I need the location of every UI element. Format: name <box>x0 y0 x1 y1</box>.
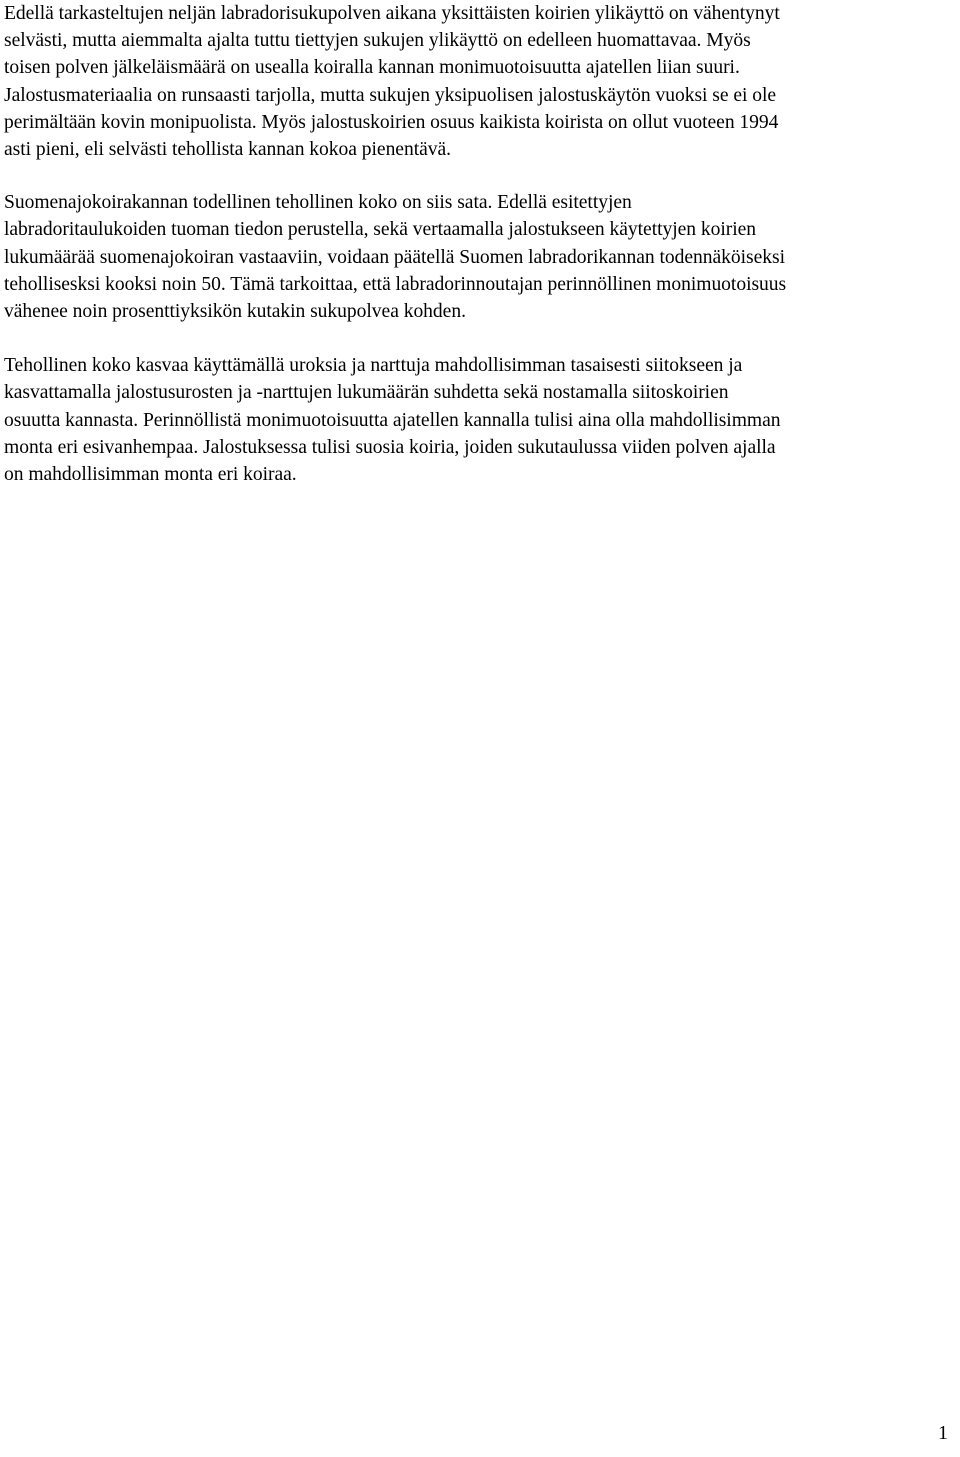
page-number: 1 <box>938 1422 948 1444</box>
text-line: on mahdollisimman monta eri koiraa. <box>4 464 297 486</box>
text-line: Jalostusmateriaalia on runsaasti tarjolla, mutta sukujen yksipuolisen jalostuskäytön vuoksi se ei ole <box>4 84 777 106</box>
text-line: Suomenajokoirakannan todellinen tehollinen koko on siis sata. Edellä esitettyjen <box>4 192 632 214</box>
text-line: toisen polven jälkeläismäärä on usealla koiralla kannan monimuotoisuutta ajatellen liian suuri. <box>4 57 740 79</box>
text-line: selvästi, mutta aiemmalta ajalta tuttu tiettyjen sukujen ylikäyttö on edelleen huomattavaa. Myös <box>4 30 751 52</box>
text-line: kasvattamalla jalostusurosten ja -narttujen lukumäärän suhdetta sekä nostamalla siitoskoirien <box>4 382 729 404</box>
text-line: perimältään kovin monipuolista. Myös jalostuskoirien osuus kaikista koirista on ollut vuoteen 1994 <box>4 111 779 133</box>
text-line: labradoritaulukoiden tuoman tiedon perustella, sekä vertaamalla jalostukseen käytettyjen koirien <box>4 219 757 241</box>
paragraph-1 <box>4 0 956 163</box>
text-line: lukumäärää suomenajokoiran vastaaviin, voidaan päätellä Suomen labradorikannan todennäköiseksi <box>4 246 785 268</box>
text-line: monta eri esivanhempaa. Jalostuksessa tulisi suosia koiria, joiden sukutaulussa viiden polven ajalla <box>4 436 776 458</box>
text-line: tehollisesksi kooksi noin 50. Tämä tarkoittaa, että labradorinnoutajan perinnöllinen monimuotoisuus <box>4 273 787 295</box>
text-line: Edellä tarkasteltujen neljän labradorisukupolven aikana yksittäisten koirien ylikäyttö on vähentynyt <box>4 3 780 24</box>
document-page <box>4 0 956 488</box>
paragraph-3 <box>4 352 956 488</box>
text-line: vähenee noin prosenttiyksikön kutakin sukupolvea kohden. <box>4 301 466 323</box>
text-line: Tehollinen koko kasvaa käyttämällä uroksia ja narttuja mahdollisimman tasaisesti siitokseen ja <box>4 355 743 377</box>
text-line: osuutta kannasta. Perinnöllistä monimuotoisuutta ajatellen kannalla tulisi aina olla mahdollisimman <box>4 409 781 431</box>
text-line: asti pieni, eli selvästi tehollista kannan kokoa pienentävä. <box>4 139 451 161</box>
paragraph-2 <box>4 189 956 325</box>
